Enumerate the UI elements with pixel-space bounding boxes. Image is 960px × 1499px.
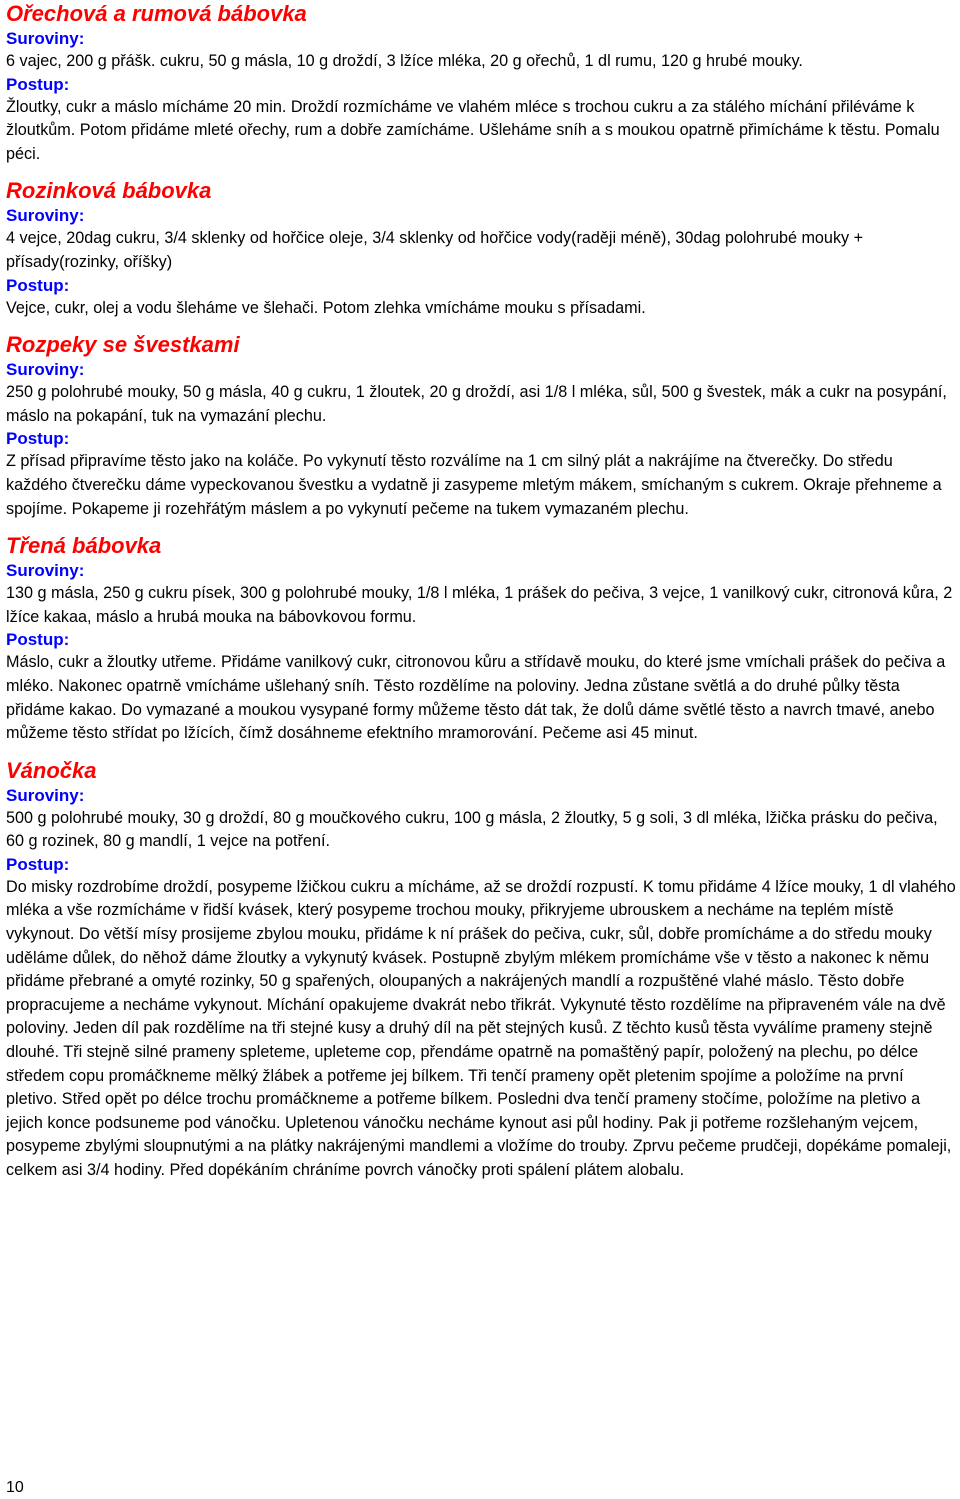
ingredients-label: Suroviny:: [6, 206, 85, 226]
section-spacer: [6, 521, 956, 532]
method-label: Postup:: [6, 275, 70, 295]
method-text: Vejce, cukr, olej a vodu šleháme ve šlehači. Potom zlehka vmícháme mouku s přísadami.: [6, 298, 646, 317]
recipe-title: Rozinková bábovka: [6, 178, 212, 204]
ingredients-text: 6 vajec, 200 g přášk. cukru, 50 g másla, 10 g droždí, 3 lžíce mléka, 20 g ořechů, 1 dl rumu, 120 g hrubé mouky.: [6, 52, 803, 70]
method-label: Postup:: [6, 854, 70, 874]
ingredients-label: Suroviny:: [6, 29, 85, 48]
ingredients-label: Suroviny:: [6, 785, 85, 805]
method-text: Máslo, cukr a žloutky utřeme. Přidáme vanilkový cukr, citronovou kůru a střídavě mouku, do které jsme vmíchali prášek do pečiva a mléko. Nakonec opatrně vmícháme ušlehaný sníh. Těsto rozdělíme na poloviny. Jedna zůstane světlá a do druhé půlky těsta přidáme kakao. Do vymazané a moukou vysypané formy můžeme těsto dát tak, že dolů dáme světlé těsto a navrch tmavé, anebo můžeme těsto střídat po lžících, čímž dosáhneme efektního mramorování. Pečeme asi 45 minut.: [6, 653, 946, 743]
recipe-title: Třená bábovka: [6, 533, 162, 559]
method-label: Postup:: [6, 74, 70, 94]
recipe-title: Vánočka: [6, 757, 97, 783]
section-spacer: [6, 746, 956, 757]
recipe-trena-babovka: [6, 532, 956, 746]
document-page: [6, 0, 956, 1183]
ingredients-text: 4 vejce, 20dag cukru, 3/4 sklenky od hořčice oleje, 3/4 sklenky od hořčice vody(raději méně), 30dag polohrubé mouky + přísady(rozinky, oříšky): [6, 229, 864, 271]
method-label: Postup:: [6, 429, 70, 449]
method-label: Postup:: [6, 630, 70, 650]
page-number: 10: [6, 1479, 24, 1496]
method-text: Z přísad připravíme těsto jako na koláče. Po vykynutí těsto rozválíme na 1 cm silný plát a nakrájíme na čtverečky. Do středu každého čtverečku dáme vypeckovanou švestku a vydatně ji zasypeme mletým mákem, smíchaným s cukrem. Okraje přehneme a spojíme. Pokapeme ji rozehřátým máslem a po vykynutí pečeme na tukem vymazaném plechu.: [6, 452, 942, 518]
section-spacer: [6, 166, 956, 177]
recipe-rozpeky-se-svestkami: [6, 331, 956, 521]
recipe-title: Rozpeky se švestkami: [6, 332, 240, 358]
method-text: Žloutky, cukr a máslo mícháme 20 min. Droždí rozmícháme ve vlahém mléce s trochou cukru a za stálého míchání přiléváme k žloutkům. Potom přidáme mleté ořechy, rum a dobře zamícháme. Ušleháme sníh a s moukou opatrně přimícháme k těstu. Pomalu péci.: [6, 97, 940, 163]
recipe-vanocka: [6, 757, 956, 1183]
recipe-title: Ořechová a rumová bábovka: [6, 1, 307, 26]
recipe-orechova-rumova-babovka: [6, 0, 956, 166]
ingredients-text: 250 g polohrubé mouky, 50 g másla, 40 g cukru, 1 žloutek, 20 g droždí, asi 1/8 l mléka, sůl, 500 g švestek, mák a cukr na posypání, máslo na pokapání, tuk na vymazání plechu.: [6, 383, 947, 425]
ingredients-text: 500 g polohrubé mouky, 30 g droždí, 80 g moučkového cukru, 100 g másla, 2 žloutky, 5 g soli, 3 dl mléka, lžička prásku do pečiva, 60 g rozinek, 80 g mandlí, 1 vejce na potření.: [6, 808, 938, 851]
ingredients-label: Suroviny:: [6, 360, 85, 380]
method-text: Do misky rozdrobíme droždí, posypeme lžičkou cukru a mícháme, až se droždí rozpustí. K tomu přidáme 4 lžíce mouky, 1 dl vlahého mléka a vše rozmícháme v řidší kvásek, který posypeme trochou mouky, přikryjeme ubrouskem a necháme na teplém místě vykynout. Do větší mísy prosijeme zbylou mouku, přidáme k ní prášek do pečiva, cukr, sůl, dobře promícháme a do středu mouky uděláme důlek, do něhož dáme žloutky a vykynutý kvásek. Postupně zbylým mlékem promícháme vše v těsto a nakonec k němu přidáme přebrané a omyté rozinky, 50 g spařených, oloupaných a nakrájených mandlí a rozpuštěné vlahé máslo. Těsto dobře propracujeme a necháme vykynout. Míchání opakujeme dvakrát nebo třikrát. Vykynuté těsto rozdělíme na připraveném vále na dvě poloviny. Jeden díl pak rozdělíme na tři stejné kusy a druhý díl na pět stejných kusů. Z těchto kusů těsta vyválíme prameny stejně dlouhé. Tři stejně silné prameny spleteme, upleteme cop, přendáme opatrně na pomaštěný papír, položený na plechu, po délce středem copu promáčkneme mělký žlábek a potřeme jej bílkem. Tři tenčí prameny opět pletenim spojíme a položíme na první pletivo. Střed opět po délce trochu promáčkneme a potřeme bílkem. Posledni dva tenčí prameny stočíme, položíme na pletivo a jejich konce podsuneme pod vánočku. Upletenou vánočku necháme kynout asi půl hodiny. Pak ji potřeme rozšlehaným vejcem, posypeme zbylými sloupnutými a na plátky nakrájenými mandlemi a vložíme do trouby. Zprvu pečeme prudčeji, dopékáme pomaleji, celkem asi 3/4 hodiny. Před dopékáním chráníme povrch vánočky proti spálení plátem alobalu.: [6, 877, 956, 1179]
recipe-rozinkova-babovka: [6, 177, 956, 320]
section-spacer: [6, 320, 956, 331]
ingredients-text: 130 g másla, 250 g cukru písek, 300 g polohrubé mouky, 1/8 l mléka, 1 prášek do pečiva, 3 vejce, 1 vanilkový cukr, citronová kůra, 2 lžíce kakaa, máslo a hrubá mouka na bábovkovou formu.: [6, 584, 953, 626]
ingredients-label: Suroviny:: [6, 561, 85, 581]
